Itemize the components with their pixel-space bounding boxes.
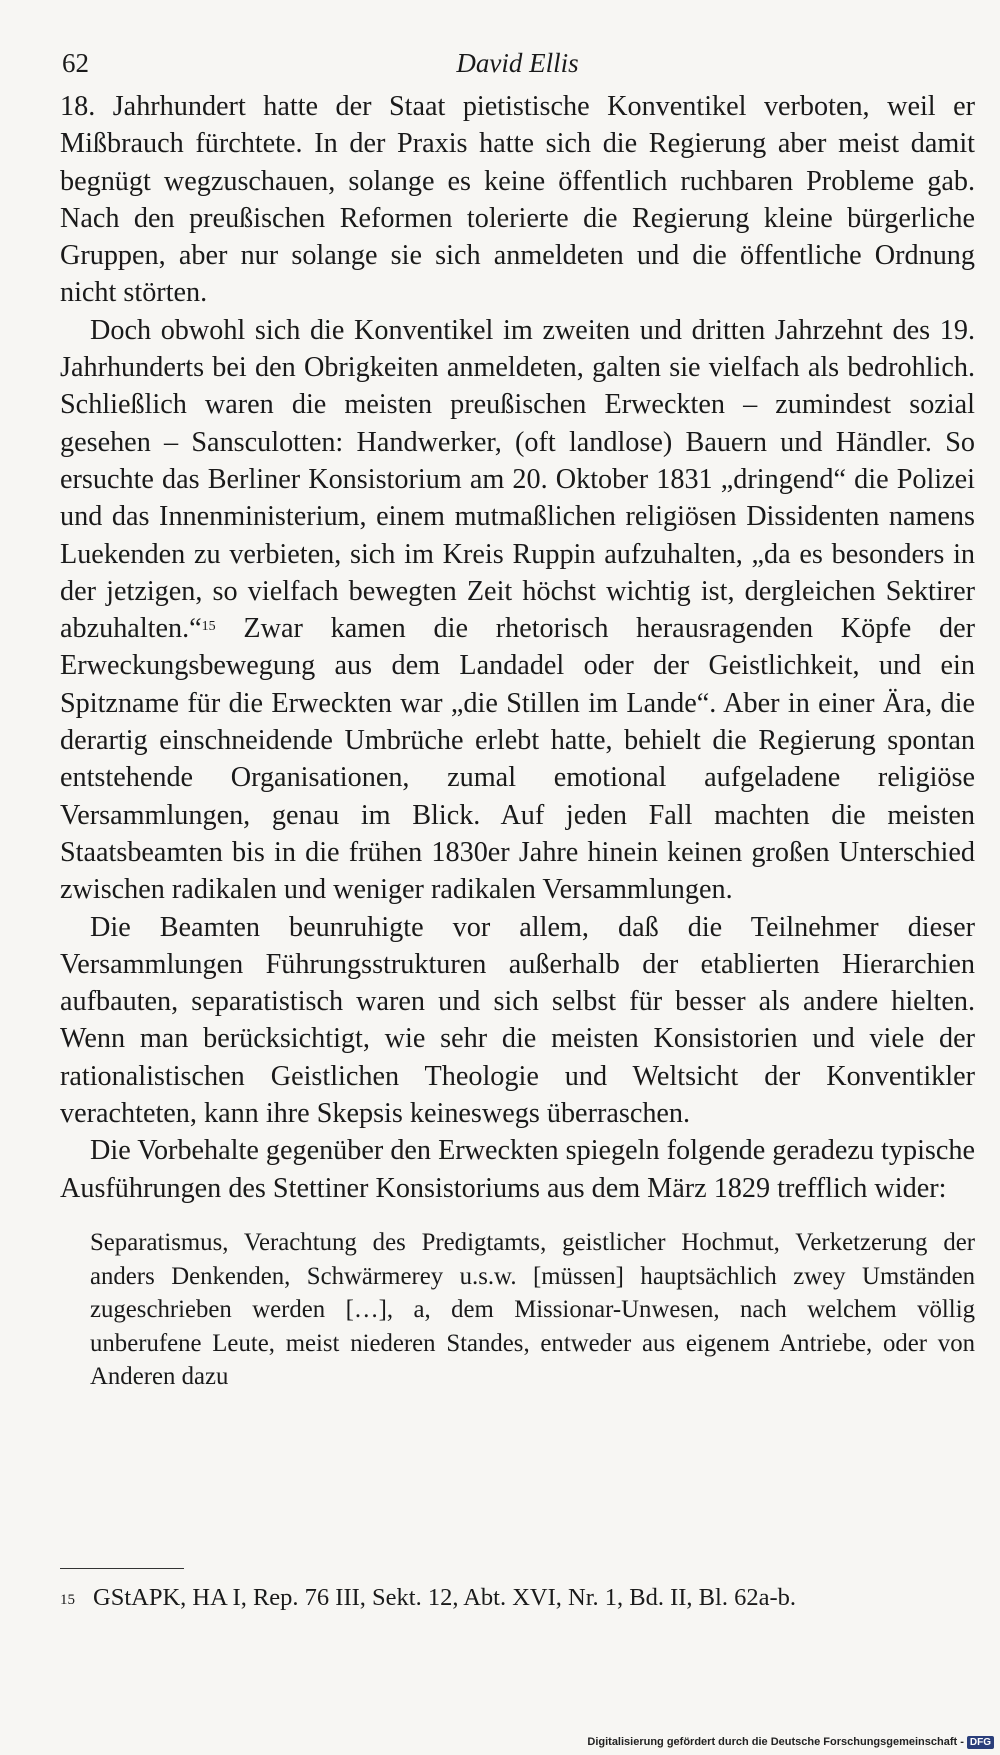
block-quote-text: Separatismus, Verachtung des Predigtamts, geistlicher Hochmut, Verketzerung der anders Denkenden, Schwärmerey u.s.w. [müssen] hauptsächlich zwey Umständen zugeschrieben werden […], a, dem Missionar-Unwesen, nach welchem völlig unberufene Leute, meist niederen Standes, entweder aus eigenem Antriebe, oder von Anderen dazu bbox=[90, 1228, 975, 1391]
attribution-text: Digitalisierung gefördert durch die Deutsche Forschungsgemeinschaft - bbox=[587, 1736, 964, 1748]
footnote-divider bbox=[60, 1568, 184, 1569]
paragraph-text: Doch obwohl sich die Konventikel im zweiten und dritten Jahrzehnt des 19. Jahrhunderts bei den Obrigkeiten anmeldeten, galten sie vielfach als bedrohlich. Schließlich waren die meisten preußischen Erweckten – zumindest sozial gesehen – Sansculotten: Handwerker, (oft landlose) Bauern und Händler. So ersuchte das Berliner Konsistorium am 20. Oktober 1831 „dringend“ die Polizei und das Innenministerium, einem mutmaßlichen religiösen Dissidenten namens Luekenden zu verbieten, sich im Kreis Ruppin aufzuhalten, „da es besonders in der jetzigen, so vielfach bewegten Zeit höchst wichtig ist, dergleichen Sektirer abzuhalten.“ bbox=[60, 314, 975, 645]
running-head: David Ellis bbox=[456, 48, 579, 78]
page-header bbox=[60, 48, 975, 88]
block-quote bbox=[90, 1226, 975, 1394]
page bbox=[60, 48, 975, 1394]
dfg-logo-icon: DFG bbox=[967, 1736, 994, 1749]
digitization-attribution bbox=[587, 1736, 994, 1749]
page-number: 62 bbox=[62, 48, 89, 78]
footnote-number: 15 bbox=[60, 1592, 75, 1608]
paragraph: Die Vorbehalte gegenüber den Erweckten spiegeln folgende geradezu typische Ausführungen des Stettiner Konsistoriums aus dem März 1829 trefflich wider: bbox=[60, 1135, 975, 1204]
footnote bbox=[60, 1583, 975, 1613]
paragraph: Die Beamten beunruhigte vor allem, daß die Teilnehmer dieser Versammlungen Führungsstrukturen außerhalb der etablierten Hierarchien aufbauten, separatistisch waren und sich selbst für besser als andere hielten. Wenn man berücksichtigt, wie sehr die meisten Konsistorien und viele der rationalistischen Geistlichen Theologie und Weltsicht der Konventikler verachteten, kann ihre Skepsis keineswegs überraschen. bbox=[60, 911, 975, 1130]
paragraph-text: Zwar kamen die rhetorisch herausragenden Köpfe der Erweckungsbewegung aus dem Landadel oder der Geistlichkeit, und ein Spitzname für die Erweckten war „die Stillen im Lande“. Aber in einer Ära, die derartig einschneidende Umbrüche erlebt hatte, behielt die Regierung spontan entstehende Organisationen, zumal emotional aufgeladene religiöse Versammlungen, genau im Blick. Auf jeden Fall machten die meisten Staatsbeamten bis in die frühen 1830er Jahre hinein keinen großen Unterschied zwischen radikalen und weniger radikalen Versammlungen. bbox=[60, 613, 975, 906]
paragraph bbox=[60, 312, 975, 909]
footnote-text: GStAPK, HA I, Rep. 76 III, Sekt. 12, Abt. XVI, Nr. 1, Bd. II, Bl. 62a-b. bbox=[93, 1584, 796, 1611]
footnote-reference[interactable]: 15 bbox=[201, 619, 216, 635]
body-text bbox=[60, 88, 975, 1207]
paragraph: 18. Jahrhundert hatte der Staat pietistische Konventikel verboten, weil er Mißbrauch fürchtete. In der Praxis hatte sich die Regierung aber meist damit begnügt wegzuschauen, solange es keine öffentlich ruchbaren Probleme gab. Nach den preußischen Reformen tolerierte die Regierung kleine bürgerliche Gruppen, aber nur solange sie sich anmeldeten und die öffentliche Ordnung nicht störten. bbox=[60, 91, 975, 309]
